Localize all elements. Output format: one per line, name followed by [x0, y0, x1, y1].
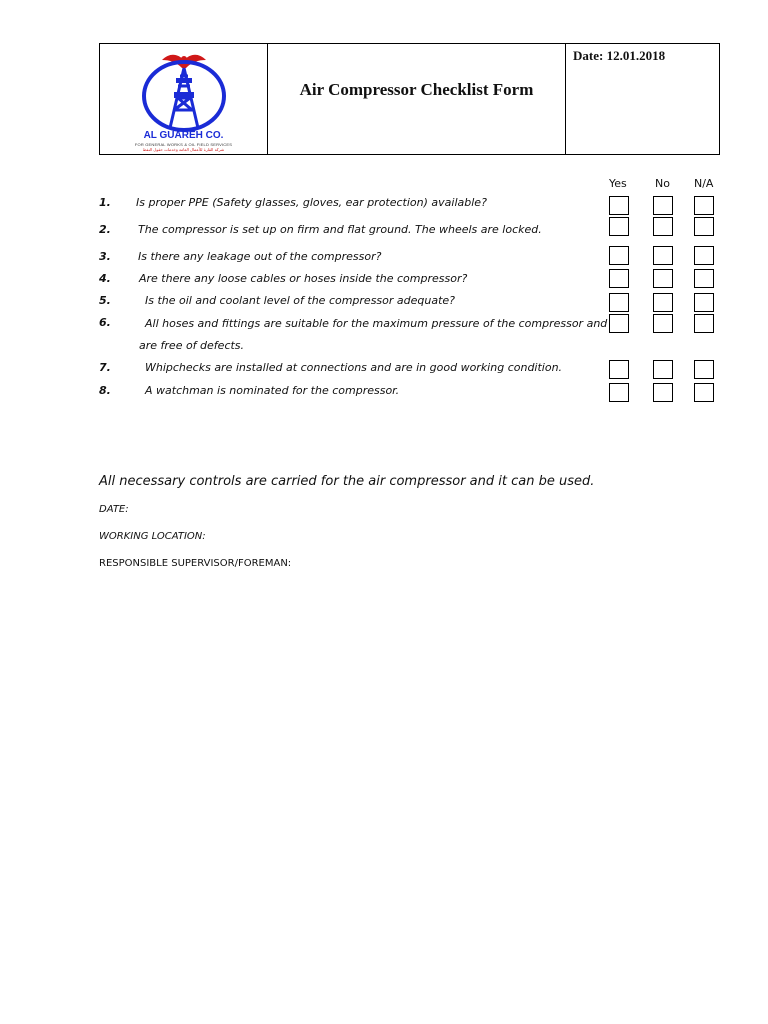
question-number: 2.	[99, 223, 111, 236]
question-number: 4.	[99, 272, 111, 285]
checkbox-q4-no[interactable]	[653, 269, 673, 288]
approval-statement: All necessary controls are carried for the air compressor and it can be used.	[99, 474, 595, 489]
question-text: Is the oil and coolant level of the compressor adequate?	[145, 294, 456, 307]
title-cell	[268, 44, 566, 154]
checkbox-q3-yes[interactable]	[609, 246, 629, 265]
page-title: Air Compressor Checklist Form	[299, 80, 534, 99]
checkbox-q6-na[interactable]	[694, 314, 714, 333]
checkbox-q4-yes[interactable]	[609, 269, 629, 288]
company-logo-cell	[100, 44, 268, 154]
column-header-yes: Yes	[609, 177, 627, 190]
question-number: 5.	[99, 294, 111, 307]
checkbox-q7-yes[interactable]	[609, 360, 629, 379]
question-text: A watchman is nominated for the compressor.	[145, 384, 400, 397]
question-text-continued: are free of defects.	[139, 339, 245, 352]
question-text: The compressor is set up on firm and flat ground. The wheels are locked.	[138, 223, 542, 236]
checkbox-q8-na[interactable]	[694, 383, 714, 402]
checkbox-q7-no[interactable]	[653, 360, 673, 379]
checkbox-q2-na[interactable]	[694, 217, 714, 236]
company-name: AL GUAREH CO.	[143, 130, 224, 141]
checkbox-q6-yes[interactable]	[609, 314, 629, 333]
date-label: DATE:	[99, 504, 129, 515]
question-text: Are there any loose cables or hoses inside the compressor?	[139, 272, 468, 285]
checkbox-q7-na[interactable]	[694, 360, 714, 379]
checkbox-q5-yes[interactable]	[609, 293, 629, 312]
checkbox-q8-no[interactable]	[653, 383, 673, 402]
checkbox-q1-yes[interactable]	[609, 196, 629, 215]
checkbox-q1-na[interactable]	[694, 196, 714, 215]
question-number: 6.	[99, 316, 111, 329]
working-location-label: WORKING LOCATION:	[99, 531, 206, 542]
question-number: 8.	[99, 384, 111, 397]
checkbox-q4-na[interactable]	[694, 269, 714, 288]
checkbox-q2-yes[interactable]	[609, 217, 629, 236]
column-header-na: N/A	[694, 177, 714, 190]
checkbox-q8-yes[interactable]	[609, 383, 629, 402]
question-text: Is there any leakage out of the compressor?	[138, 250, 382, 263]
checkbox-q5-no[interactable]	[653, 293, 673, 312]
form-date: Date: 12.01.2018	[573, 48, 666, 63]
company-logo	[122, 48, 246, 132]
company-subtitle: FOR GENERAL WORKS & OIL FIELD SERVICES	[134, 142, 233, 147]
question-number: 1.	[99, 196, 111, 209]
checkbox-q3-na[interactable]	[694, 246, 714, 265]
checkbox-q3-no[interactable]	[653, 246, 673, 265]
question-text: All hoses and fittings are suitable for the maximum pressure of the compressor and	[145, 317, 608, 330]
checkbox-q2-no[interactable]	[653, 217, 673, 236]
company-arabic-name: شركة القارة للأعمال العامة وخدمات حقول النفط	[142, 147, 225, 152]
date-cell	[566, 44, 719, 154]
checkbox-q5-na[interactable]	[694, 293, 714, 312]
question-text: Whipchecks are installed at connections and are in good working condition.	[145, 361, 563, 374]
checkbox-q6-no[interactable]	[653, 314, 673, 333]
supervisor-label: RESPONSIBLE SUPERVISOR/FOREMAN:	[99, 558, 292, 569]
question-number: 3.	[99, 250, 111, 263]
question-number: 7.	[99, 361, 111, 374]
form-header	[99, 43, 720, 155]
question-text: Is proper PPE (Safety glasses, gloves, ear protection) available?	[136, 196, 487, 209]
checkbox-q1-no[interactable]	[653, 196, 673, 215]
column-header-no: No	[655, 177, 670, 190]
